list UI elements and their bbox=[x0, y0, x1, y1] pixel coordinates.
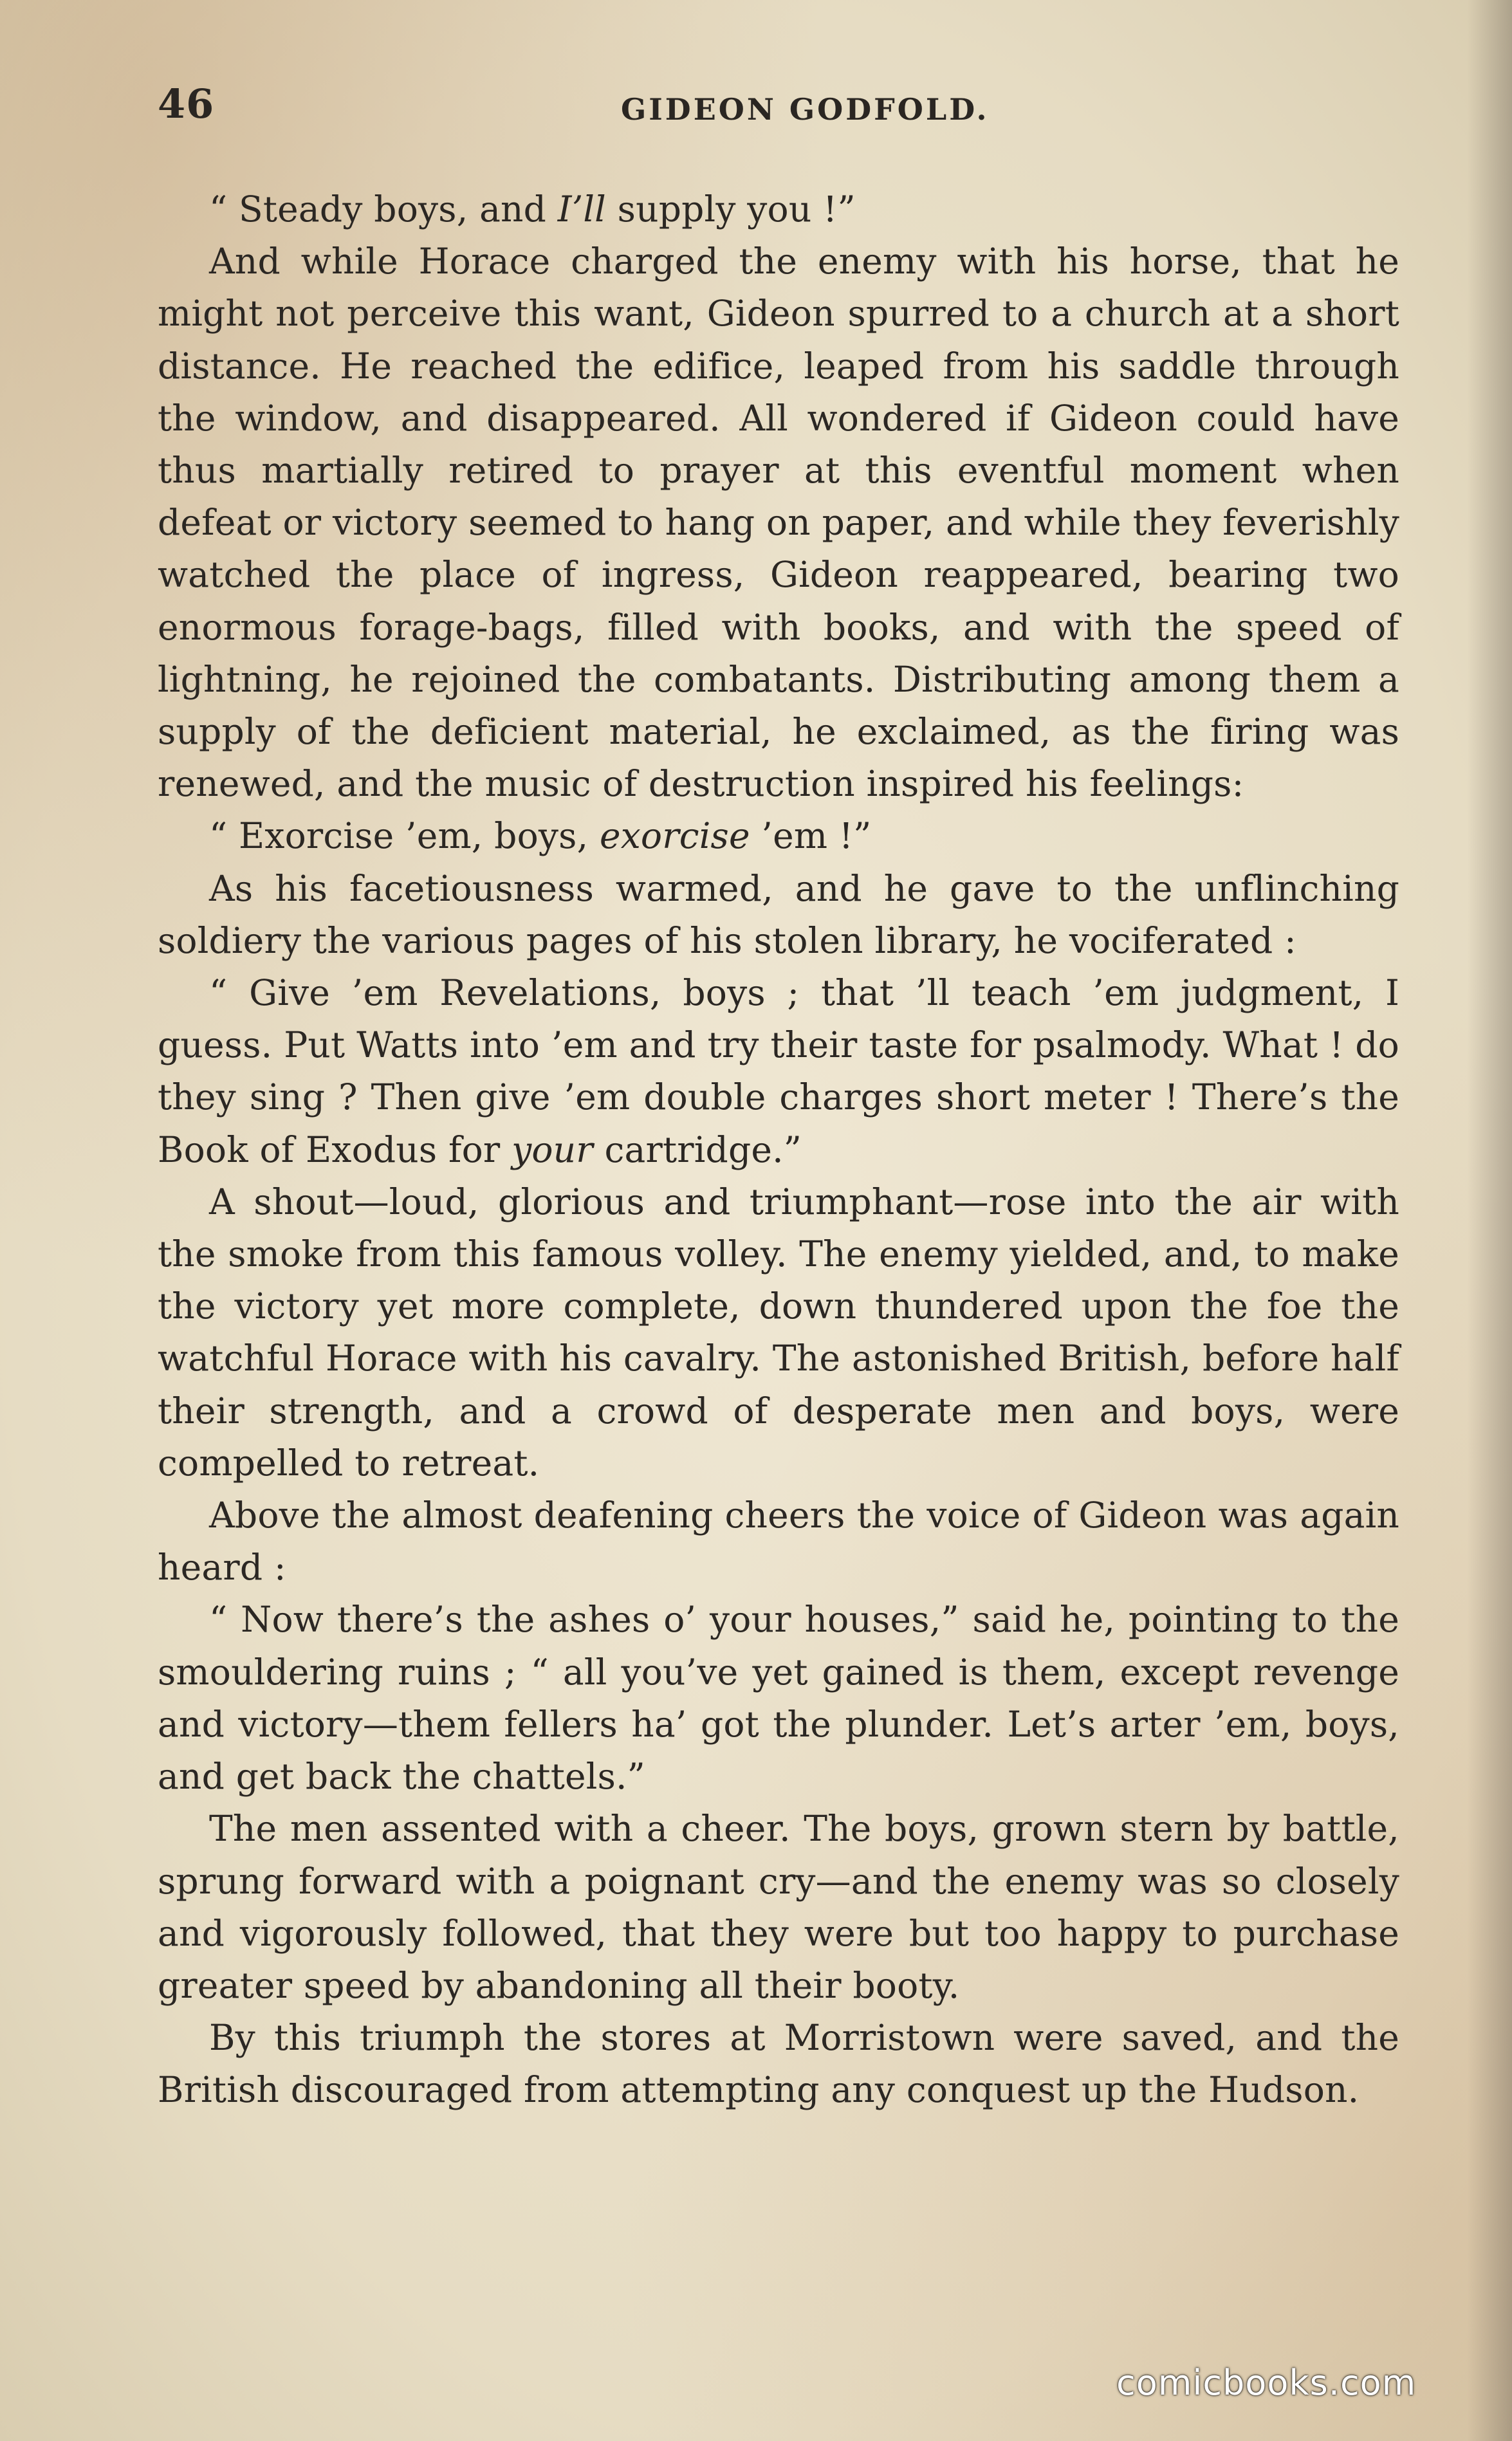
paragraph-9: The men assented with a cheer. The boys, grown stern by battle, sprung forward with a poignant cry—and the enemy was so closely and vigorously followed, that they were but too happy to purchase greater speed by abandoning all their booty. bbox=[158, 1808, 1399, 2006]
page-number: 46 bbox=[158, 80, 215, 127]
spine-shadow bbox=[1467, 0, 1512, 2441]
paragraph-2: And while Horace charged the enemy with his horse, that he might not perceive this want, Gideon spurred to a church at a short distance. He reached the edifice, leaped from his saddle through the window, and disappeared. All wondered if Gideon could have thus martially retired to prayer at this eventful moment when defeat or victory seemed to hang on paper, and while they feverishly watched the place of ingress, Gideon reappeared, bearing two enormous forage-bags, filled with books, and with the speed of lightning, he rejoined the combatants. Distributing among them a supply of the deficient material, he exclaimed, as the firing was renewed, and the music of destruction inspired his feelings: bbox=[158, 241, 1399, 805]
paragraph-5: “ Give ’em Revelations, boys ; that ’ll teach ’em judgment, I guess. Put Watts into ’em and try their taste for psalmody. What ! do they sing ? Then give ’em double charges short meter ! There’s the Book of Exodus for your cartridge.” bbox=[158, 972, 1399, 1170]
paragraph-7: Above the almost deafening cheers the voice of Gideon was again heard : bbox=[158, 1495, 1399, 1589]
paragraph-1: “ Steady boys, and I’ll supply you !” bbox=[209, 189, 856, 230]
watermark-text: comicbooks.com bbox=[1116, 2363, 1417, 2403]
paragraph-10: By this triumph the stores at Morristown were saved, and the British discouraged from attempting any conquest up the Hudson. bbox=[158, 2017, 1399, 2111]
body-text bbox=[158, 183, 1399, 2117]
paragraph-8: “ Now there’s the ashes o’ your houses,” said he, pointing to the smouldering ruins ; “ all you’ve yet gained is them, except revenge and victory—them fellers ha’ got the plunder. Let’s arter ’em, boys, and get back the chattels.” bbox=[158, 1599, 1399, 1798]
running-head: GIDEON GODFOLD. bbox=[621, 92, 990, 127]
paragraph-4: As his facetiousness warmed, and he gave to the unflinching soldiery the various pages of his stolen library, he vociferated : bbox=[158, 867, 1399, 961]
paragraph-6: A shout—loud, glorious and triumphant—rose into the air with the smoke from this famous volley. The enemy yielded, and, to make the victory yet more complete, down thundered upon the foe the watchful Horace with his cavalry. The astonished British, before half their strength, and a crowd of desperate men and boys, were compelled to retreat. bbox=[158, 1181, 1399, 1484]
page-header bbox=[158, 80, 1399, 145]
paragraph-3: “ Exorcise ’em, boys, exorcise ’em !” bbox=[209, 815, 872, 857]
